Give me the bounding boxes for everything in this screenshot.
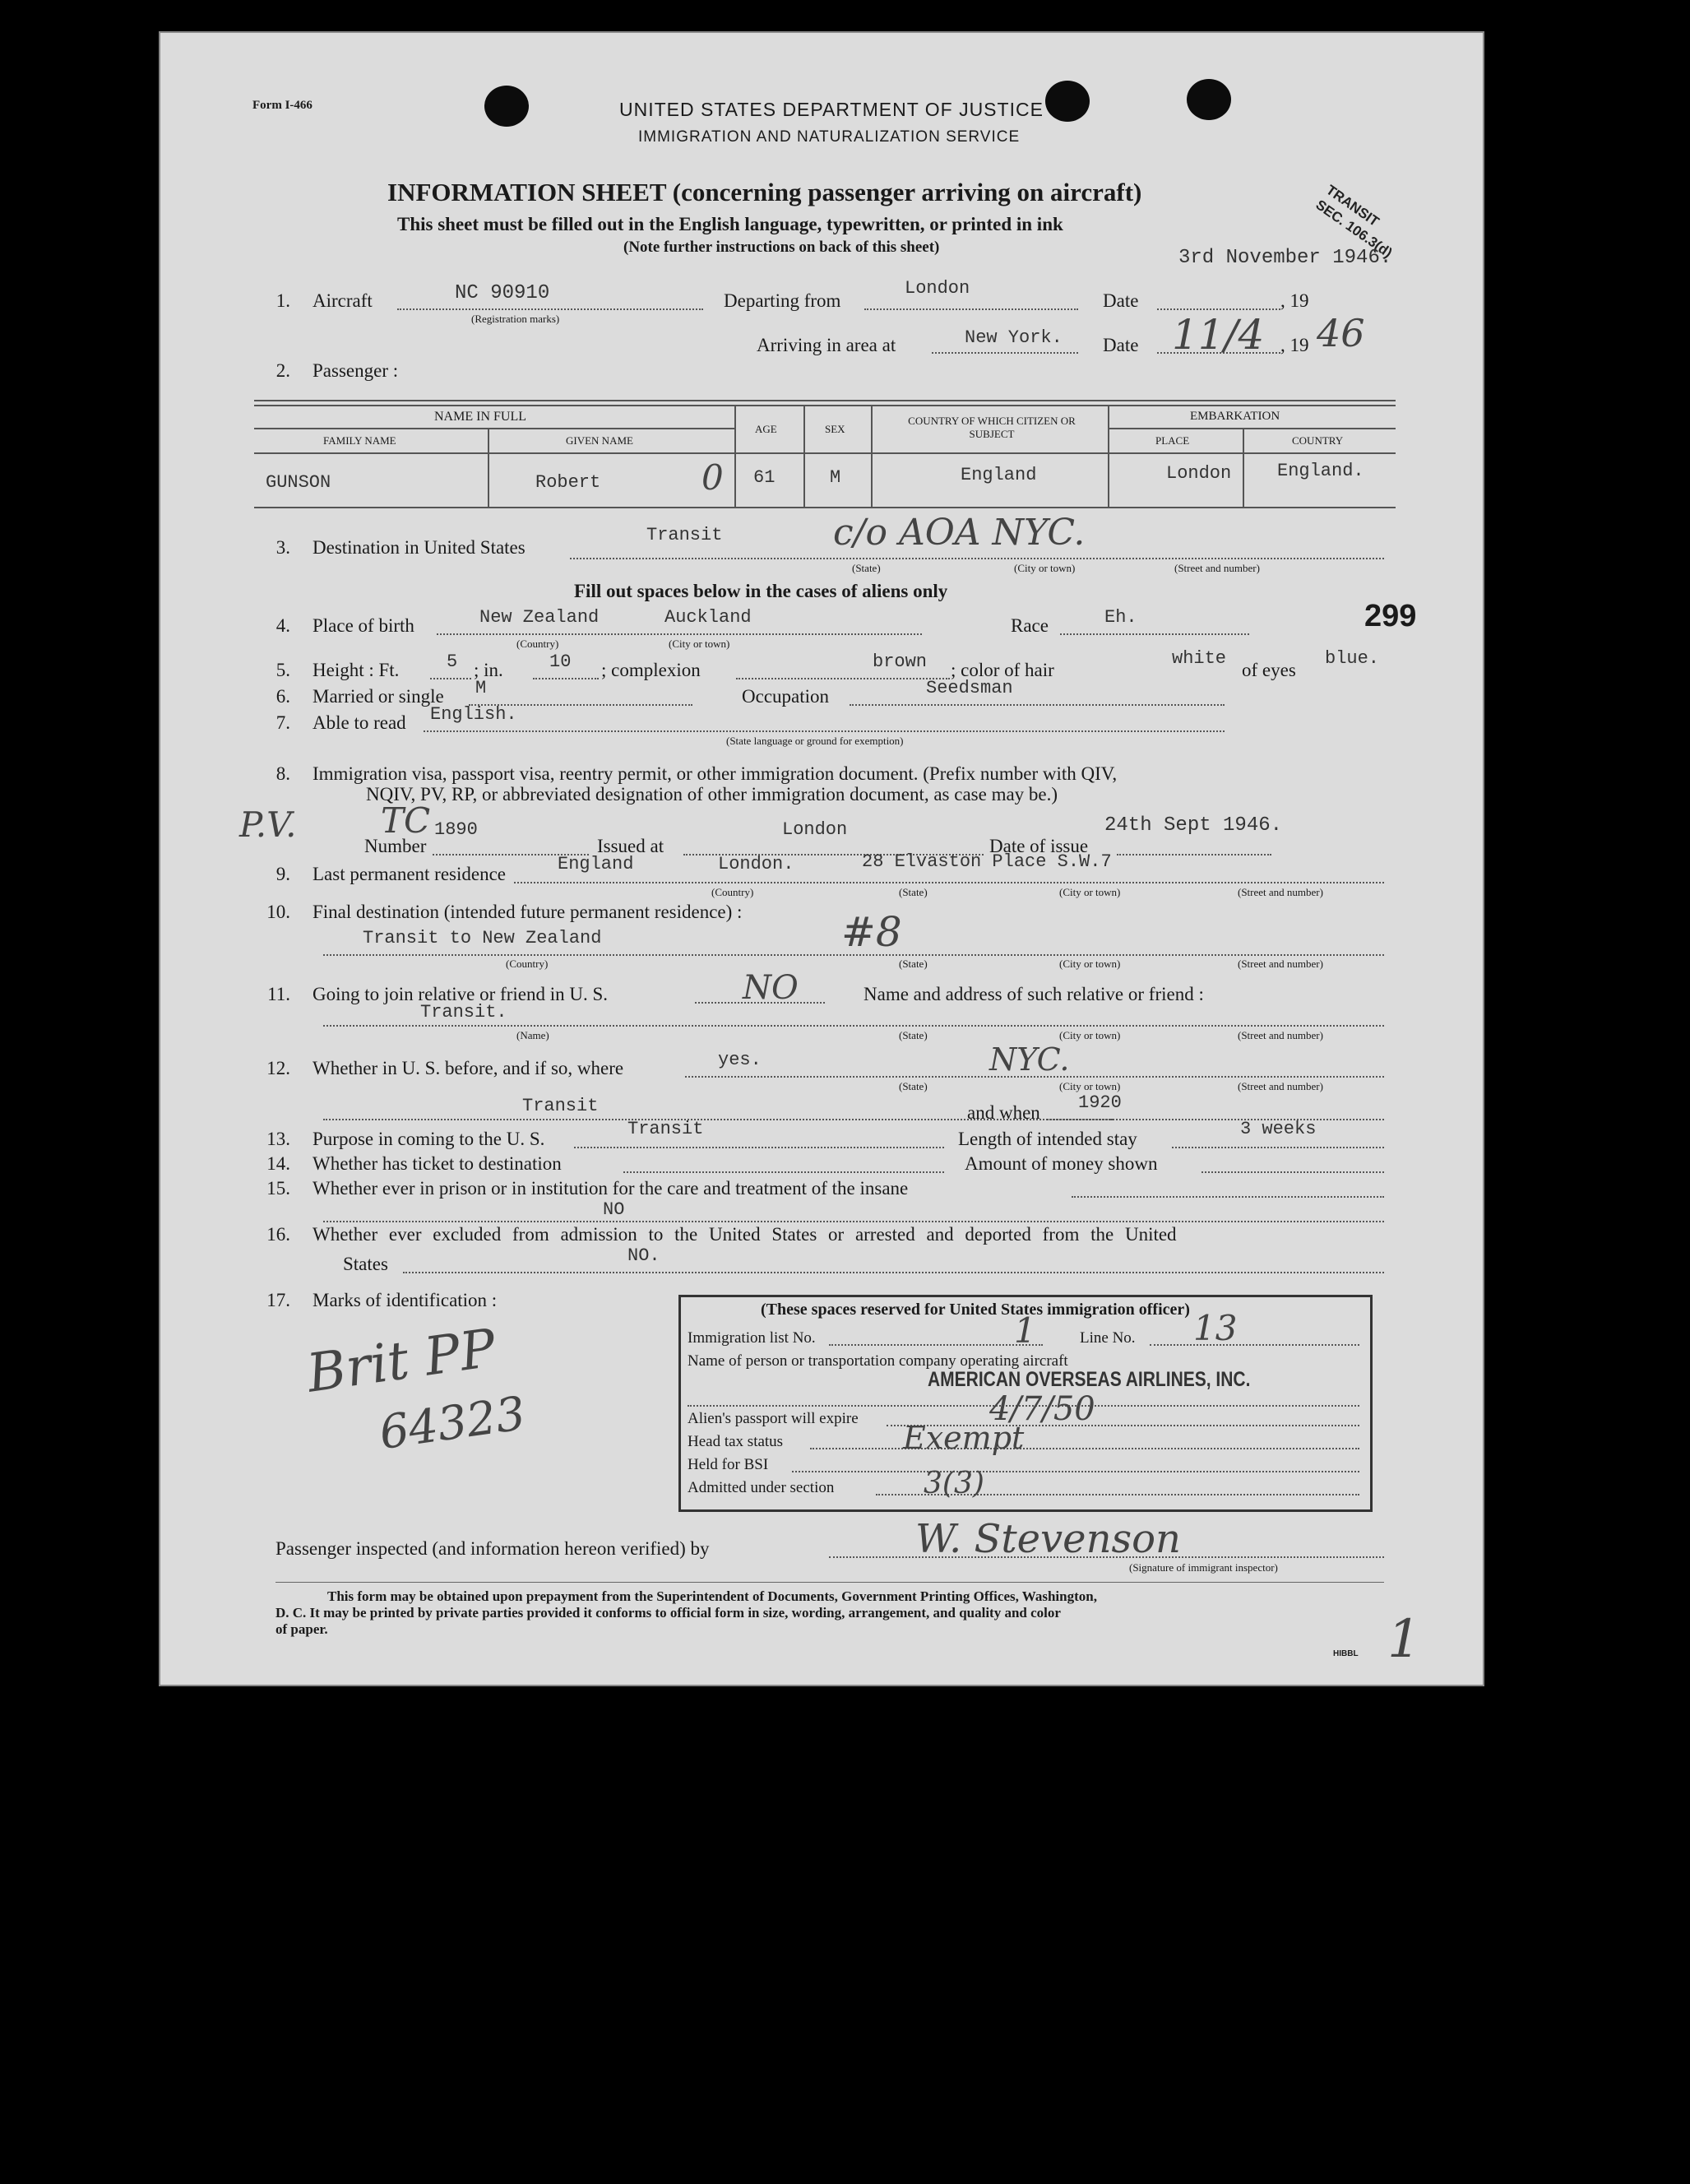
citizen-header: COUNTRY OF WHICH CITIZEN OR SUBJECT <box>908 415 1076 440</box>
eyes-value: blue. <box>1325 648 1380 669</box>
departing-value: London <box>905 278 970 299</box>
aircraft-label: Aircraft <box>313 290 373 311</box>
arrival-date-handwritten: 11/4 <box>1172 311 1265 359</box>
height-label: Height : Ft. <box>313 660 400 680</box>
transit-stamp: TRANSIT SEC. 106.3(d) <box>1313 182 1396 262</box>
item-number: 1. <box>275 290 290 311</box>
street-caption: (Street and number) <box>1238 1080 1323 1092</box>
name-caption: (Name) <box>516 1029 549 1041</box>
purpose-label: Purpose in coming to the U. S. <box>313 1129 545 1149</box>
item-number: 2. <box>275 360 290 381</box>
complexion-label: ; complexion <box>601 660 701 680</box>
given-name-mark: 0 <box>701 457 724 498</box>
departing-label: Departing from <box>724 290 841 311</box>
family-name-cell: GUNSON <box>266 472 331 493</box>
excluded-label-line2: States <box>343 1254 388 1274</box>
issued-label: Issued at <box>597 836 664 856</box>
excluded-value: NO. <box>627 1245 660 1266</box>
race-label: Race <box>1011 615 1049 636</box>
item-number: 7. <box>275 712 290 733</box>
hair-label: ; color of hair <box>951 660 1054 680</box>
city-caption: (City or town) <box>1059 958 1121 970</box>
item-number: 8. <box>275 763 290 784</box>
race-value: Eh. <box>1104 607 1137 628</box>
aircraft-value: NC 90910 <box>455 282 550 304</box>
prison-label: Whether ever in prison or in institution for the care and treatment of the insane <box>313 1178 909 1199</box>
residence-country: England <box>558 854 634 874</box>
operator-label: Name of person or transportation company operating aircraft <box>688 1352 1068 1370</box>
purpose-value: Transit <box>627 1119 704 1139</box>
birthplace-label: Place of birth <box>313 615 414 636</box>
state-caption: (State) <box>899 886 928 898</box>
state-caption: (State) <box>852 562 881 574</box>
footer-code: HIBBL <box>1333 1649 1359 1658</box>
item-number: 14. <box>266 1153 290 1174</box>
state-caption: (State) <box>899 1029 928 1041</box>
item-number: 16. <box>266 1224 290 1245</box>
stamp-number: 299 <box>1364 599 1417 633</box>
before-label: Whether in U. S. before, and if so, where <box>313 1058 624 1078</box>
footer-line3: of paper. <box>275 1621 328 1637</box>
arriving-label: Arriving in area at <box>757 335 896 355</box>
birth-city-value: Auckland <box>664 607 752 628</box>
line-no-value: 13 <box>1193 1308 1238 1348</box>
operator-company: AMERICAN OVERSEAS AIRLINES, INC. <box>928 1368 1251 1392</box>
occupation-label: Occupation <box>742 686 830 707</box>
state-caption: (State) <box>899 1080 928 1092</box>
married-value: M <box>475 678 487 698</box>
country-header: COUNTRY <box>1292 434 1344 447</box>
citizen-cell: England <box>961 465 1037 485</box>
officer-box-heading: (These spaces reserved for United States immigration officer) <box>761 1301 1190 1319</box>
height-in-value: 10 <box>549 651 572 672</box>
age-header: AGE <box>755 423 777 435</box>
when-value: 1920 <box>1078 1092 1122 1113</box>
marks-handwritten-line1: Brit PP <box>303 1318 500 1405</box>
visa-number-value: 1890 <box>434 819 478 840</box>
footer-line1: This form may be obtained upon prepayment from the Superintendent of Documents, Government Printing Offices, Washington, <box>327 1588 1097 1604</box>
footer-line2: D. C. It may be printed by private parties provided it conforms to official form in size, wording, arrangement, and quality and color <box>275 1605 1061 1621</box>
headtax-value: Exempt <box>903 1420 1025 1456</box>
issue-date-label: Date of issue <box>989 836 1089 856</box>
arriving-value: New York. <box>965 327 1063 348</box>
aliens-heading: Fill out spaces below in the cases of aliens only <box>574 581 948 601</box>
join-label: Going to join relative or friend in U. S. <box>313 984 608 1004</box>
issue-date-value: 24th Sept 1946. <box>1104 814 1283 837</box>
sex-cell: M <box>830 467 841 488</box>
marks-handwritten-line2: 64323 <box>376 1386 529 1461</box>
item-number: 9. <box>275 864 290 884</box>
visa-text-line2: NQIV, PV, RP, or abbreviated designation of other immigration document, as case may be.) <box>366 784 1058 805</box>
residence-label: Last permanent residence <box>313 864 506 884</box>
country-caption: (Country) <box>516 638 559 650</box>
visa-text-line1: Immigration visa, passport visa, reentry permit, or other immigration document. (Prefix number with QIV, <box>313 763 1118 784</box>
service-title: IMMIGRATION AND NATURALIZATION SERVICE <box>638 128 1021 146</box>
list-no-label: Immigration list No. <box>688 1329 816 1347</box>
final-destination-value: Transit to New Zealand <box>363 928 602 948</box>
street-caption: (Street and number) <box>1238 958 1323 970</box>
issued-value: London <box>782 819 848 840</box>
prison-value: NO <box>603 1199 625 1220</box>
place-header: PLACE <box>1155 434 1190 447</box>
signature-caption: (Signature of immigrant inspector) <box>1129 1561 1278 1574</box>
married-label: Married or single <box>313 686 444 707</box>
final-destination-label: Final destination (intended future permanent residence) : <box>313 902 743 922</box>
punch-hole <box>1187 79 1231 120</box>
age-cell: 61 <box>753 467 776 488</box>
item-number: 12. <box>266 1058 290 1078</box>
family-name-header: FAMILY NAME <box>323 434 396 447</box>
visa-tc-handwritten: TC <box>381 800 431 841</box>
city-caption: (City or town) <box>669 638 730 650</box>
city-caption: (City or town) <box>1014 562 1076 574</box>
complexion-value: brown <box>873 651 928 672</box>
destination-typed: Transit <box>646 525 723 545</box>
destination-label: Destination in United States <box>313 537 526 558</box>
item-number: 3. <box>275 537 290 558</box>
sex-header: SEX <box>825 423 845 435</box>
destination-handwritten: c/o AOA NYC. <box>833 512 1086 554</box>
item-number: 13. <box>266 1129 290 1149</box>
inspector-signature: W. Stevenson <box>915 1516 1181 1562</box>
year2-prefix: , 19 <box>1280 335 1309 355</box>
instruction-line: This sheet must be filled out in the English language, typewritten, or printed in ink <box>397 214 1063 234</box>
ticket-label: Whether has ticket to destination <box>313 1153 562 1174</box>
street-caption: (Street and number) <box>1238 1029 1323 1041</box>
join-value: NO <box>743 969 799 1007</box>
punch-hole <box>484 86 529 127</box>
page-title: INFORMATION SHEET (concerning passenger arriving on aircraft) <box>387 178 1142 206</box>
occupation-value: Seedsman <box>926 678 1013 698</box>
date2-label: Date <box>1103 335 1139 355</box>
marks-label: Marks of identification : <box>313 1290 498 1310</box>
item-number: 10. <box>266 902 290 922</box>
before-value: yes. <box>718 1050 762 1070</box>
final-destination-handwritten: #8 <box>841 908 902 956</box>
headtax-label: Head tax status <box>688 1433 784 1450</box>
stay-label: Length of intended stay <box>958 1129 1137 1149</box>
eyes-label: of eyes <box>1242 660 1296 680</box>
form-sheet <box>159 31 1484 1686</box>
read-value: English. <box>430 704 517 725</box>
list-no-value: 1 <box>1014 1310 1036 1351</box>
street-caption: (Street and number) <box>1238 886 1323 898</box>
country-cell: England. <box>1277 461 1364 481</box>
city-caption: (City or town) <box>1059 1029 1121 1041</box>
registration-caption: (Registration marks) <box>471 313 560 325</box>
residence-street: 28 Elvaston Place S.W.7 <box>862 851 1112 872</box>
item-number: 5. <box>275 660 290 680</box>
passport-value: 4/7/50 <box>989 1390 1095 1428</box>
typed-date: 3rd November 1946. <box>1178 247 1392 269</box>
number-label: Number <box>364 836 427 856</box>
read-caption: (State language or ground for exemption) <box>726 735 904 747</box>
item-number: 11. <box>267 984 290 1004</box>
before-handwritten: NYC. <box>989 1041 1070 1078</box>
city-caption: (City or town) <box>1059 886 1121 898</box>
city-caption: (City or town) <box>1059 1080 1121 1092</box>
given-name-header: GIVEN NAME <box>566 434 633 447</box>
hair-value: white <box>1172 648 1227 669</box>
passenger-label: Passenger : <box>313 360 399 381</box>
height-ft-value: 5 <box>447 651 458 672</box>
place-cell: London <box>1166 463 1232 484</box>
arrival-year-handwritten: 46 <box>1317 311 1365 355</box>
when-label: and when <box>967 1102 1040 1123</box>
country-caption: (Country) <box>506 958 549 970</box>
date-label: Date <box>1103 290 1139 311</box>
passport-label: Alien's passport will expire <box>688 1410 859 1427</box>
page-mark-handwritten: 1 <box>1387 1609 1421 1670</box>
bsi-label: Held for BSI <box>688 1456 769 1473</box>
admitted-value: 3(3) <box>924 1467 984 1500</box>
punch-hole <box>1045 81 1090 122</box>
birth-country-value: New Zealand <box>479 607 600 628</box>
line-no-label: Line No. <box>1080 1329 1136 1347</box>
instruction-note: (Note further instructions on back of this sheet) <box>623 239 940 256</box>
state-caption: (State) <box>899 958 928 970</box>
street-caption: (Street and number) <box>1174 562 1260 574</box>
given-name-cell: Robert <box>535 472 601 493</box>
item-number: 15. <box>266 1178 290 1199</box>
embarkation-header: EMBARKATION <box>1190 410 1280 423</box>
inspector-label: Passenger inspected (and information hereon verified) by <box>275 1538 710 1559</box>
admitted-label: Admitted under section <box>688 1479 835 1496</box>
visa-prefix-handwritten: P.V. <box>239 805 297 845</box>
relative-label: Name and address of such relative or friend : <box>864 984 1204 1004</box>
year-prefix: , 19 <box>1280 290 1309 311</box>
country-caption: (Country) <box>711 886 754 898</box>
item-number: 4. <box>275 615 290 636</box>
name-in-full-header: NAME IN FULL <box>434 410 526 424</box>
form-number: Form I-466 <box>252 99 313 112</box>
excluded-label-line1: Whether ever excluded from admission to the United States or arrested and deported from the United <box>313 1224 1177 1245</box>
height-in-label: ; in. <box>474 660 503 680</box>
read-label: Able to read <box>313 712 406 733</box>
residence-city: London. <box>718 854 794 874</box>
before-line2-value: Transit <box>522 1096 599 1116</box>
department-title: UNITED STATES DEPARTMENT OF JUSTICE <box>619 99 1044 120</box>
stay-value: 3 weeks <box>1240 1119 1317 1139</box>
item-number: 17. <box>266 1290 290 1310</box>
item-number: 6. <box>275 686 290 707</box>
relative-name-value: Transit. <box>420 1002 507 1022</box>
money-label: Amount of money shown <box>965 1153 1158 1174</box>
